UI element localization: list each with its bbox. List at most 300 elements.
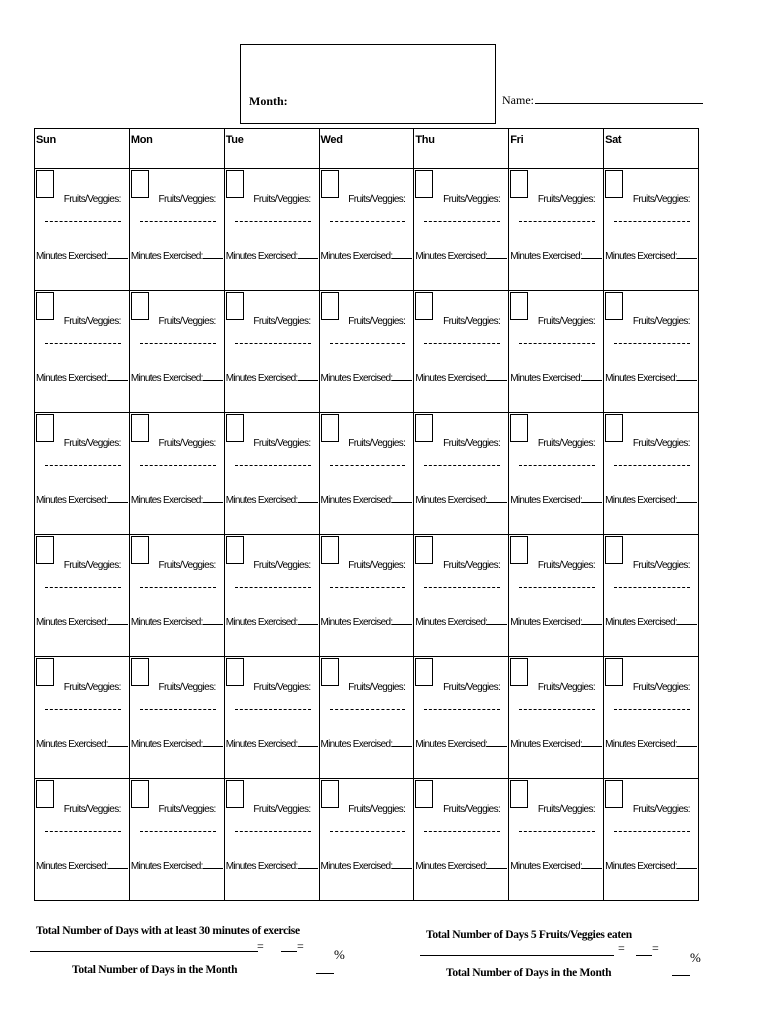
minutes-exercised-field[interactable]: [36, 615, 128, 628]
minutes-exercised-line[interactable]: [677, 493, 697, 503]
day-checkbox[interactable]: [605, 780, 623, 808]
minutes-exercised-field[interactable]: [510, 737, 602, 750]
minutes-exercised-field[interactable]: [131, 737, 223, 750]
answer-line[interactable]: [672, 975, 690, 976]
day-cell: [35, 779, 130, 901]
fruits-veggies-tally-line[interactable]: [424, 343, 500, 344]
minutes-exercised-line[interactable]: [392, 615, 412, 625]
minutes-exercised-label: Minutes Exercised:: [415, 739, 488, 750]
minutes-exercised-field[interactable]: [510, 371, 602, 384]
minutes-exercised-line[interactable]: [487, 737, 507, 747]
minutes-exercised-line[interactable]: [298, 615, 318, 625]
day-cell: [509, 657, 604, 779]
fruits-veggies-label: Fruits/Veggies:: [253, 804, 311, 815]
fruits-veggies-tally-line[interactable]: [424, 831, 500, 832]
day-cell: [35, 291, 130, 413]
minutes-exercised-field[interactable]: [131, 615, 223, 628]
minutes-exercised-line[interactable]: [487, 615, 507, 625]
minutes-exercised-label: Minutes Exercised:: [320, 739, 393, 750]
minutes-exercised-label: Minutes Exercised:: [415, 495, 488, 506]
day-checkbox[interactable]: [321, 170, 339, 198]
fruits-veggies-label: Fruits/Veggies:: [348, 194, 406, 205]
fruits-veggies-label: Fruits/Veggies:: [253, 316, 311, 327]
day-header: Sun: [35, 129, 130, 169]
fruits-veggies-tally-line[interactable]: [235, 221, 311, 222]
fruits-veggies-label: Fruits/Veggies:: [348, 316, 406, 327]
minutes-exercised-field[interactable]: [131, 493, 223, 506]
fruits-veggies-tally-line[interactable]: [45, 221, 121, 222]
fruits-veggies-tally-line[interactable]: [235, 709, 311, 710]
day-checkbox[interactable]: [415, 170, 433, 198]
minutes-exercised-label: Minutes Exercised:: [320, 251, 393, 262]
fruits-veggies-tally-line[interactable]: [140, 831, 216, 832]
day-cell: [224, 169, 319, 291]
fruits-days-denominator: Total Number of Days in the Month: [446, 967, 612, 979]
minutes-exercised-line[interactable]: [677, 249, 697, 259]
fruits-veggies-tally-line[interactable]: [235, 587, 311, 588]
minutes-exercised-label: Minutes Exercised:: [510, 739, 583, 750]
fruits-veggies-label: Fruits/Veggies:: [158, 316, 216, 327]
day-checkbox[interactable]: [226, 780, 244, 808]
fruits-veggies-label: Fruits/Veggies:: [443, 560, 501, 571]
minutes-exercised-label: Minutes Exercised:: [510, 373, 583, 384]
minutes-exercised-field[interactable]: [605, 493, 697, 506]
fruits-veggies-label: Fruits/Veggies:: [63, 560, 121, 571]
day-cell: [604, 657, 699, 779]
fruits-veggies-label: Fruits/Veggies:: [632, 682, 690, 693]
day-checkbox[interactable]: [605, 292, 623, 320]
day-checkbox[interactable]: [226, 536, 244, 564]
minutes-exercised-line[interactable]: [392, 859, 412, 869]
minutes-exercised-label: Minutes Exercised:: [36, 861, 108, 872]
day-checkbox[interactable]: [36, 414, 54, 442]
fruits-veggies-tally-line[interactable]: [330, 587, 406, 588]
fruits-veggies-label: Fruits/Veggies:: [158, 804, 216, 815]
week-row: [35, 291, 699, 413]
day-checkbox[interactable]: [226, 414, 244, 442]
day-cell: [509, 779, 604, 901]
fruits-veggies-tally-line[interactable]: [614, 343, 690, 344]
fruits-veggies-tally-line[interactable]: [519, 221, 595, 222]
fruits-veggies-tally-line[interactable]: [519, 587, 595, 588]
fruits-veggies-tally-line[interactable]: [424, 221, 500, 222]
fruits-veggies-tally-line[interactable]: [140, 465, 216, 466]
minutes-exercised-line[interactable]: [203, 615, 223, 625]
minutes-exercised-field[interactable]: [510, 493, 602, 506]
fruits-veggies-tally-line[interactable]: [330, 831, 406, 832]
fruits-veggies-tally-line[interactable]: [330, 343, 406, 344]
minutes-exercised-label: Minutes Exercised:: [605, 861, 677, 872]
name-field[interactable]: [502, 92, 703, 108]
day-checkbox[interactable]: [415, 414, 433, 442]
fruits-veggies-tally-line[interactable]: [45, 709, 121, 710]
minutes-exercised-line[interactable]: [108, 249, 128, 259]
minutes-exercised-label: Minutes Exercised:: [130, 617, 203, 628]
minutes-exercised-label: Minutes Exercised:: [225, 861, 298, 872]
minutes-exercised-field[interactable]: [510, 249, 602, 262]
answer-line[interactable]: [316, 973, 334, 974]
fruits-veggies-label: Fruits/Veggies:: [348, 438, 406, 449]
day-cell: [414, 413, 509, 535]
fruits-veggies-label: Fruits/Veggies:: [63, 682, 121, 693]
minutes-exercised-line[interactable]: [203, 371, 223, 381]
minutes-exercised-label: Minutes Exercised:: [320, 861, 393, 872]
minutes-exercised-field[interactable]: [226, 737, 318, 750]
minutes-exercised-label: Minutes Exercised:: [415, 617, 488, 628]
day-cell: [224, 291, 319, 413]
day-checkbox[interactable]: [131, 170, 149, 198]
day-cell: [35, 413, 130, 535]
fruits-veggies-tally-line[interactable]: [519, 831, 595, 832]
fruits-veggies-tally-line[interactable]: [140, 343, 216, 344]
day-checkbox[interactable]: [321, 658, 339, 686]
day-cell: [604, 413, 699, 535]
fruits-veggies-tally-line[interactable]: [424, 587, 500, 588]
minutes-exercised-field[interactable]: [321, 371, 413, 384]
fruits-veggies-tally-line[interactable]: [140, 709, 216, 710]
day-checkbox[interactable]: [131, 414, 149, 442]
fruits-veggies-label: Fruits/Veggies:: [443, 804, 501, 815]
fruits-veggies-label: Fruits/Veggies:: [537, 560, 596, 571]
minutes-exercised-line[interactable]: [392, 737, 412, 747]
day-header-row: [35, 129, 699, 169]
minutes-exercised-field[interactable]: [131, 249, 223, 262]
minutes-exercised-line[interactable]: [203, 249, 223, 259]
minutes-exercised-label: Minutes Exercised:: [605, 251, 677, 262]
day-cell: [319, 291, 414, 413]
day-cell: [129, 291, 224, 413]
minutes-exercised-line[interactable]: [203, 859, 223, 869]
fruits-veggies-label: Fruits/Veggies:: [537, 316, 596, 327]
fruits-veggies-label: Fruits/Veggies:: [632, 560, 690, 571]
fruits-veggies-label: Fruits/Veggies:: [443, 682, 501, 693]
minutes-exercised-field[interactable]: [321, 493, 413, 506]
minutes-exercised-field[interactable]: [131, 371, 223, 384]
minutes-exercised-label: Minutes Exercised:: [320, 495, 393, 506]
day-header: Mon: [129, 129, 224, 169]
minutes-exercised-line[interactable]: [298, 493, 318, 503]
minutes-exercised-label: Minutes Exercised:: [225, 617, 298, 628]
day-cell: [129, 779, 224, 901]
fruits-veggies-tally-line[interactable]: [330, 221, 406, 222]
day-checkbox[interactable]: [36, 170, 54, 198]
fraction-rule: [30, 951, 258, 952]
day-cell: [509, 413, 604, 535]
minutes-exercised-label: Minutes Exercised:: [605, 495, 677, 506]
week-row: [35, 779, 699, 901]
day-checkbox[interactable]: [415, 780, 433, 808]
day-checkbox[interactable]: [415, 292, 433, 320]
fruits-veggies-tally-line[interactable]: [519, 465, 595, 466]
fruits-veggies-tally-line[interactable]: [235, 343, 311, 344]
day-cell: [509, 169, 604, 291]
minutes-exercised-label: Minutes Exercised:: [225, 739, 298, 750]
day-cell: [414, 291, 509, 413]
day-checkbox[interactable]: [131, 658, 149, 686]
day-cell: [224, 413, 319, 535]
day-cell: [604, 535, 699, 657]
minutes-exercised-line[interactable]: [108, 615, 128, 625]
day-header: Sat: [604, 129, 699, 169]
minutes-exercised-field[interactable]: [226, 371, 318, 384]
day-checkbox[interactable]: [415, 658, 433, 686]
minutes-exercised-line[interactable]: [298, 249, 318, 259]
day-checkbox[interactable]: [605, 658, 623, 686]
day-cell: [35, 657, 130, 779]
minutes-exercised-field[interactable]: [415, 737, 507, 750]
minutes-exercised-field[interactable]: [415, 615, 507, 628]
fruits-veggies-tally-line[interactable]: [140, 221, 216, 222]
fruits-veggies-tally-line[interactable]: [614, 587, 690, 588]
fruits-veggies-tally-line[interactable]: [519, 709, 595, 710]
minutes-exercised-line[interactable]: [677, 371, 697, 381]
fruits-veggies-label: Fruits/Veggies:: [158, 438, 216, 449]
fruits-veggies-label: Fruits/Veggies:: [537, 194, 596, 205]
day-checkbox[interactable]: [605, 414, 623, 442]
name-line[interactable]: [535, 92, 703, 104]
day-checkbox[interactable]: [36, 536, 54, 564]
minutes-exercised-label: Minutes Exercised:: [415, 251, 488, 262]
minutes-exercised-line[interactable]: [108, 859, 128, 869]
minutes-exercised-field[interactable]: [36, 249, 128, 262]
fruits-veggies-tally-line[interactable]: [330, 465, 406, 466]
minutes-exercised-line[interactable]: [582, 493, 602, 503]
minutes-exercised-field[interactable]: [321, 737, 413, 750]
minutes-exercised-label: Minutes Exercised:: [510, 251, 583, 262]
fruits-veggies-label: Fruits/Veggies:: [632, 194, 690, 205]
fruits-veggies-tally-line[interactable]: [519, 343, 595, 344]
day-checkbox[interactable]: [36, 292, 54, 320]
day-cell: [319, 413, 414, 535]
day-cell: [129, 657, 224, 779]
minutes-exercised-line[interactable]: [108, 493, 128, 503]
minutes-exercised-field[interactable]: [131, 859, 223, 872]
day-cell: [129, 169, 224, 291]
answer-line[interactable]: [281, 951, 297, 952]
fruits-veggies-label: Fruits/Veggies:: [253, 560, 311, 571]
minutes-exercised-field[interactable]: [36, 859, 128, 872]
day-cell: [224, 657, 319, 779]
day-cell: [224, 535, 319, 657]
day-checkbox[interactable]: [510, 414, 528, 442]
fruits-veggies-label: Fruits/Veggies:: [158, 560, 216, 571]
fruits-veggies-label: Fruits/Veggies:: [253, 682, 311, 693]
fruits-veggies-label: Fruits/Veggies:: [443, 194, 501, 205]
minutes-exercised-label: Minutes Exercised:: [36, 251, 108, 262]
minutes-exercised-label: Minutes Exercised:: [510, 861, 583, 872]
minutes-exercised-label: Minutes Exercised:: [605, 617, 677, 628]
fruits-veggies-label: Fruits/Veggies:: [537, 682, 596, 693]
minutes-exercised-label: Minutes Exercised:: [415, 373, 488, 384]
day-checkbox[interactable]: [226, 170, 244, 198]
minutes-exercised-label: Minutes Exercised:: [130, 373, 203, 384]
minutes-exercised-field[interactable]: [510, 615, 602, 628]
minutes-exercised-field[interactable]: [605, 859, 697, 872]
fruits-veggies-tally-line[interactable]: [614, 221, 690, 222]
week-row: [35, 535, 699, 657]
minutes-exercised-label: Minutes Exercised:: [320, 373, 393, 384]
fruits-veggies-tally-line[interactable]: [140, 587, 216, 588]
day-checkbox[interactable]: [226, 658, 244, 686]
minutes-exercised-line[interactable]: [298, 737, 318, 747]
fruits-veggies-tally-line[interactable]: [614, 831, 690, 832]
minutes-exercised-field[interactable]: [415, 859, 507, 872]
exercise-days-numerator: Total Number of Days with at least 30 minutes of exercise: [36, 925, 300, 937]
day-cell: [414, 657, 509, 779]
minutes-exercised-label: Minutes Exercised:: [605, 739, 677, 750]
fruits-veggies-label: Fruits/Veggies:: [348, 682, 406, 693]
day-checkbox[interactable]: [321, 780, 339, 808]
day-checkbox[interactable]: [510, 658, 528, 686]
day-cell: [319, 779, 414, 901]
minutes-exercised-field[interactable]: [226, 859, 318, 872]
minutes-exercised-line[interactable]: [582, 249, 602, 259]
minutes-exercised-field[interactable]: [605, 249, 697, 262]
day-cell: [414, 779, 509, 901]
minutes-exercised-field[interactable]: [415, 493, 507, 506]
day-cell: [319, 169, 414, 291]
minutes-exercised-field[interactable]: [36, 737, 128, 750]
minutes-exercised-line[interactable]: [298, 859, 318, 869]
minutes-exercised-line[interactable]: [487, 493, 507, 503]
minutes-exercised-line[interactable]: [582, 371, 602, 381]
minutes-exercised-field[interactable]: [605, 615, 697, 628]
minutes-exercised-field[interactable]: [36, 493, 128, 506]
day-checkbox[interactable]: [605, 536, 623, 564]
equals-sign: =: [257, 939, 264, 953]
minutes-exercised-line[interactable]: [487, 371, 507, 381]
month-label: Month:: [249, 94, 288, 108]
day-checkbox[interactable]: [510, 170, 528, 198]
day-cell: [224, 779, 319, 901]
minutes-exercised-field[interactable]: [226, 493, 318, 506]
fruits-veggies-label: Fruits/Veggies:: [632, 804, 690, 815]
minutes-exercised-line[interactable]: [203, 493, 223, 503]
day-cell: [414, 535, 509, 657]
minutes-exercised-field[interactable]: [321, 615, 413, 628]
fruits-veggies-label: Fruits/Veggies:: [63, 804, 121, 815]
day-cell: [129, 535, 224, 657]
minutes-exercised-label: Minutes Exercised:: [130, 251, 203, 262]
week-row: [35, 413, 699, 535]
minutes-exercised-line[interactable]: [392, 371, 412, 381]
exercise-days-denominator: Total Number of Days in the Month: [72, 964, 238, 976]
fruits-veggies-label: Fruits/Veggies:: [63, 316, 121, 327]
minutes-exercised-line[interactable]: [108, 737, 128, 747]
minutes-exercised-field[interactable]: [321, 249, 413, 262]
minutes-exercised-line[interactable]: [677, 737, 697, 747]
minutes-exercised-line[interactable]: [677, 615, 697, 625]
day-header: Tue: [224, 129, 319, 169]
day-cell: [604, 779, 699, 901]
fruits-veggies-tally-line[interactable]: [330, 709, 406, 710]
minutes-exercised-line[interactable]: [582, 615, 602, 625]
week-row: [35, 169, 699, 291]
minutes-exercised-label: Minutes Exercised:: [225, 251, 298, 262]
fruits-veggies-tally-line[interactable]: [45, 587, 121, 588]
day-checkbox[interactable]: [415, 536, 433, 564]
minutes-exercised-label: Minutes Exercised:: [36, 739, 108, 750]
calendar-grid: [34, 128, 699, 901]
day-cell: [604, 169, 699, 291]
minutes-exercised-line[interactable]: [487, 859, 507, 869]
day-checkbox[interactable]: [131, 780, 149, 808]
day-checkbox[interactable]: [131, 536, 149, 564]
calendar-body: [35, 169, 699, 901]
fruits-veggies-label: Fruits/Veggies:: [253, 438, 311, 449]
day-checkbox[interactable]: [605, 170, 623, 198]
minutes-exercised-line[interactable]: [392, 249, 412, 259]
answer-line[interactable]: [636, 955, 652, 956]
minutes-exercised-field[interactable]: [605, 371, 697, 384]
day-cell: [414, 169, 509, 291]
minutes-exercised-field[interactable]: [605, 737, 697, 750]
day-checkbox[interactable]: [36, 780, 54, 808]
minutes-exercised-line[interactable]: [677, 859, 697, 869]
day-checkbox[interactable]: [321, 414, 339, 442]
fruits-veggies-tally-line[interactable]: [424, 709, 500, 710]
day-checkbox[interactable]: [321, 536, 339, 564]
fruits-veggies-tally-line[interactable]: [235, 465, 311, 466]
day-header: Fri: [509, 129, 604, 169]
fruits-veggies-tally-line[interactable]: [424, 465, 500, 466]
day-checkbox[interactable]: [510, 292, 528, 320]
day-cell: [509, 291, 604, 413]
equals-sign: =: [618, 941, 625, 955]
minutes-exercised-field[interactable]: [415, 249, 507, 262]
day-checkbox[interactable]: [226, 292, 244, 320]
day-cell: [604, 291, 699, 413]
equals-sign: =: [297, 939, 304, 953]
fruits-veggies-tally-line[interactable]: [614, 465, 690, 466]
fruits-veggies-label: Fruits/Veggies:: [63, 438, 121, 449]
minutes-exercised-field[interactable]: [321, 859, 413, 872]
minutes-exercised-label: Minutes Exercised:: [130, 495, 203, 506]
week-row: [35, 657, 699, 779]
minutes-exercised-field[interactable]: [415, 371, 507, 384]
fruits-veggies-tally-line[interactable]: [45, 831, 121, 832]
minutes-exercised-field[interactable]: [226, 615, 318, 628]
minutes-exercised-label: Minutes Exercised:: [225, 495, 298, 506]
minutes-exercised-line[interactable]: [108, 371, 128, 381]
fruits-veggies-tally-line[interactable]: [235, 831, 311, 832]
fruits-veggies-tally-line[interactable]: [614, 709, 690, 710]
minutes-exercised-line[interactable]: [582, 737, 602, 747]
minutes-exercised-line[interactable]: [582, 859, 602, 869]
fruits-veggies-tally-line[interactable]: [45, 343, 121, 344]
minutes-exercised-line[interactable]: [392, 493, 412, 503]
minutes-exercised-label: Minutes Exercised:: [130, 739, 203, 750]
fruits-veggies-label: Fruits/Veggies:: [348, 560, 406, 571]
minutes-exercised-line[interactable]: [487, 249, 507, 259]
day-header: Thu: [414, 129, 509, 169]
minutes-exercised-field[interactable]: [36, 371, 128, 384]
minutes-exercised-field[interactable]: [226, 249, 318, 262]
day-checkbox[interactable]: [131, 292, 149, 320]
day-cell: [319, 657, 414, 779]
fruits-veggies-tally-line[interactable]: [45, 465, 121, 466]
percent-sign: %: [690, 950, 701, 965]
day-checkbox[interactable]: [510, 780, 528, 808]
minutes-exercised-field[interactable]: [510, 859, 602, 872]
minutes-exercised-label: Minutes Exercised:: [510, 495, 583, 506]
minutes-exercised-line[interactable]: [298, 371, 318, 381]
day-checkbox[interactable]: [321, 292, 339, 320]
day-checkbox[interactable]: [36, 658, 54, 686]
minutes-exercised-line[interactable]: [203, 737, 223, 747]
day-checkbox[interactable]: [510, 536, 528, 564]
name-label: Name:: [502, 93, 534, 107]
